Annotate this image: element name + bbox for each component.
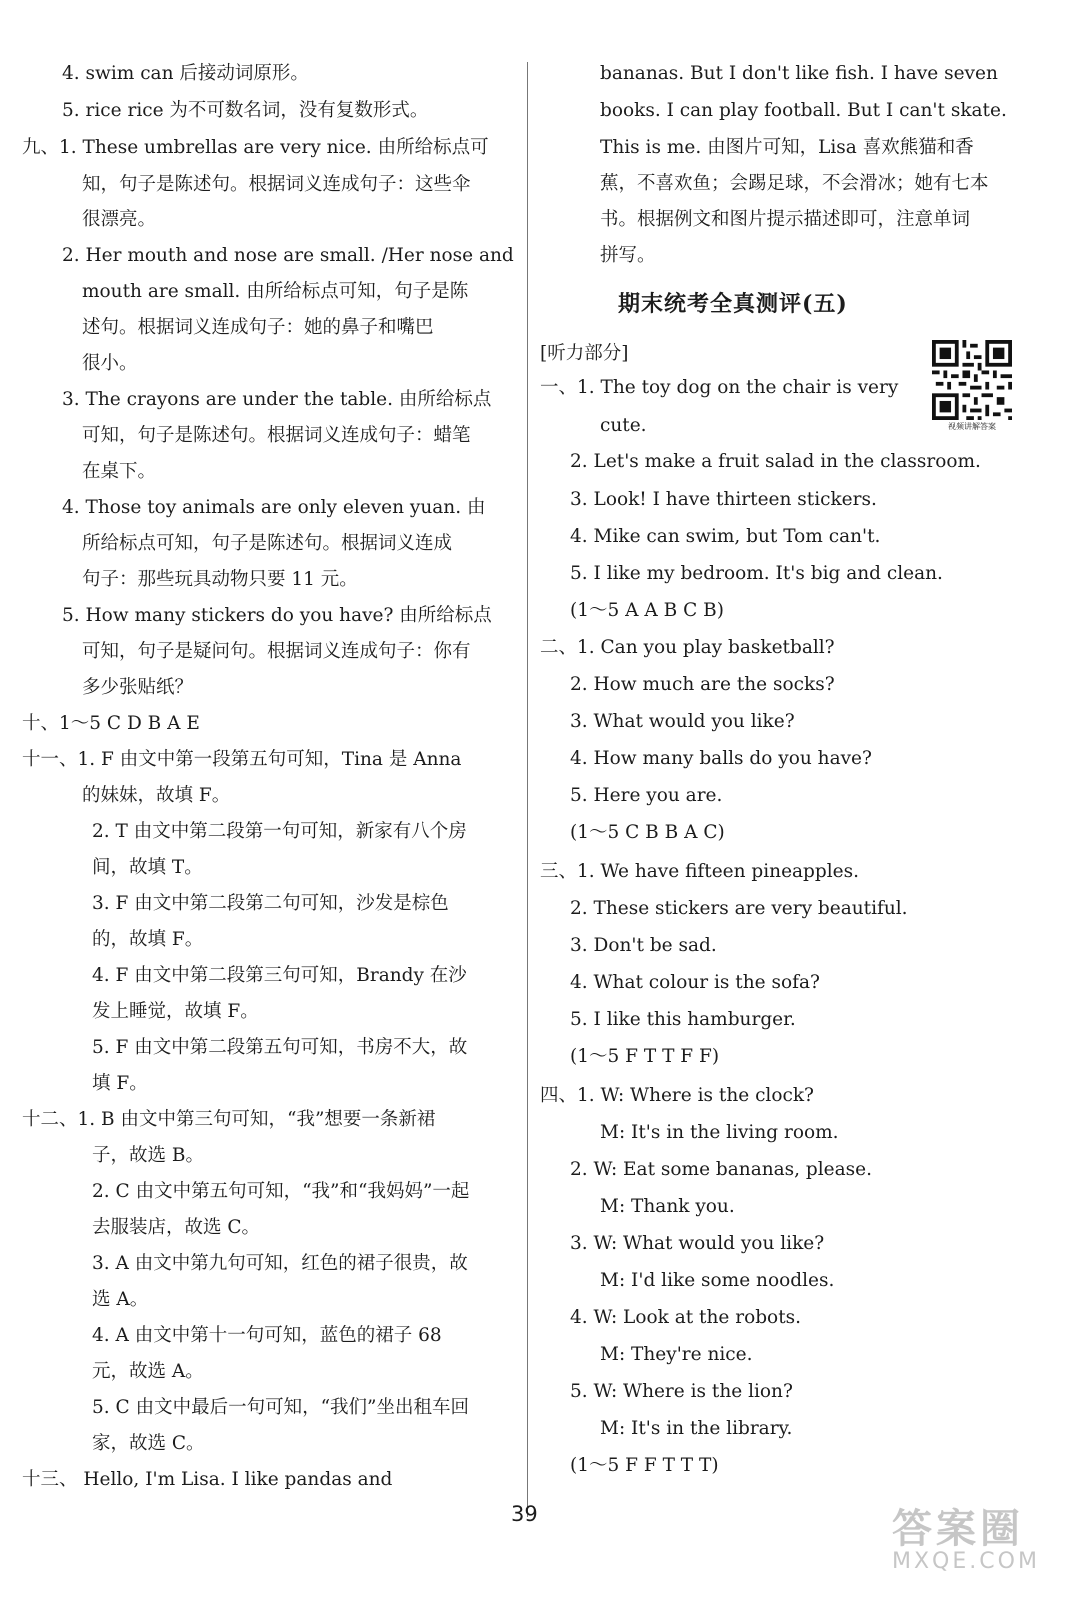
text-line: 所给标点可知，句子是陈述句。根据词义连成 — [82, 533, 453, 554]
text-line: M: I'd like some noodles. — [600, 1270, 835, 1291]
text-line: 拼写。 — [600, 245, 656, 266]
text-line: 4. Mike can swim, but Tom can't. — [570, 526, 881, 547]
text-line: 2. Let's make a fruit salad in the classroom. — [570, 451, 981, 472]
text-line: 3. Look! I have thirteen stickers. — [570, 489, 877, 510]
text-line: 多少张贴纸？ — [82, 677, 194, 698]
text-line: 发上睡觉，故填 F。 — [92, 1001, 259, 1022]
text-line: 书。根据例文和图片提示描述即可，注意单词 — [600, 209, 971, 230]
text-line: 3. A 由文中第九句可知，红色的裙子很贵，故 — [92, 1253, 468, 1274]
text-line: 4. A 由文中第十一句可知，蓝色的裙子 68 — [92, 1325, 442, 1346]
text-line: 家，故选 C。 — [92, 1433, 205, 1454]
text-line: 二、1. Can you play basketball? — [540, 637, 835, 658]
text-line: 5. Here you are. — [570, 785, 723, 806]
text-line: 元，故选 A。 — [92, 1361, 204, 1382]
text-line: 在桌下。 — [82, 461, 157, 482]
text-line: 2. How much are the socks? — [570, 674, 835, 695]
qr-caption: 视频讲解答案 — [948, 422, 996, 431]
text-line: 知，句子是陈述句。根据词义连成句子：这些伞 — [82, 174, 471, 195]
text-line: 一、1. The toy dog on the chair is very — [540, 377, 899, 398]
text-line: 选 A。 — [92, 1289, 149, 1310]
text-line: 5. W: Where is the lion? — [570, 1381, 793, 1402]
text-line: 2. T 由文中第二段第一句可知，新家有八个房 — [92, 821, 467, 842]
text-line: bananas. But I don't like fish. I have seven — [600, 63, 998, 84]
text-line: 3. The crayons are under the table. 由所给标点 — [62, 389, 492, 410]
text-line: [听力部分] — [540, 343, 629, 364]
text-line: 5. C 由文中最后一句可知，“我们”坐出租车回 — [92, 1397, 469, 1418]
text-line: 4. What colour is the sofa? — [570, 972, 820, 993]
text-line: 填 F。 — [92, 1073, 148, 1094]
text-line: 蕉，不喜欢鱼；会踢足球，不会滑冰；她有七本 — [600, 173, 989, 194]
text-line: 很小。 — [82, 353, 138, 374]
qr-code-icon — [932, 340, 1012, 420]
text-line: 子，故选 B。 — [92, 1145, 204, 1166]
watermark — [892, 1508, 1040, 1574]
text-line: M: It's in the living room. — [600, 1122, 839, 1143]
text-line: 九、1. These umbrellas are very nice. 由所给标点可 — [22, 137, 489, 158]
text-line: 3. F 由文中第二段第二句可知，沙发是棕色 — [92, 893, 449, 914]
text-line: 4. swim can 后接动词原形。 — [62, 63, 309, 84]
text-line: cute. — [600, 415, 647, 436]
text-line: 5. I like this hamburger. — [570, 1009, 796, 1030]
watermark-url: MXQE.COM — [892, 1549, 1040, 1574]
text-line: 去服装店，故选 C。 — [92, 1217, 261, 1238]
text-line: 的妹妹，故填 F。 — [82, 785, 231, 806]
text-line: 2. These stickers are very beautiful. — [570, 898, 908, 919]
text-line: 间，故填 T。 — [92, 857, 203, 878]
text-line: 三、1. We have fifteen pineapples. — [540, 861, 859, 882]
text-line: 3. Don't be sad. — [570, 935, 717, 956]
text-line: 的，故填 F。 — [92, 929, 204, 950]
text-line: M: It's in the library. — [600, 1418, 793, 1439]
text-line: 3. What would you like? — [570, 711, 795, 732]
text-line: 4. F 由文中第二段第三句可知，Brandy 在沙 — [92, 965, 467, 986]
text-line: 可知，句子是疑问句。根据词义连成句子：你有 — [82, 641, 471, 662]
text-line: 可知，句子是陈述句。根据词义连成句子：蜡笔 — [82, 425, 471, 446]
text-line: 5. How many stickers do you have? 由所给标点 — [62, 605, 492, 626]
text-line: 4. How many balls do you have? — [570, 748, 872, 769]
text-line: 述句。根据词义连成句子：她的鼻子和嘴巴 — [82, 317, 434, 338]
text-line: 四、1. W: Where is the clock? — [540, 1085, 814, 1106]
text-line: 句子：那些玩具动物只要 11 元。 — [82, 569, 358, 590]
text-line: 很漂亮。 — [82, 209, 157, 230]
page-number: 39 — [511, 1502, 538, 1526]
text-line: 2. W: Eat some bananas, please. — [570, 1159, 872, 1180]
text-line: 十一、1. F 由文中第一段第五句可知，Tina 是 Anna — [22, 749, 462, 770]
text-line: (1～5 F T T F F) — [570, 1046, 720, 1067]
text-line: mouth are small. 由所给标点可知，句子是陈 — [82, 281, 469, 302]
text-line: 3. W: What would you like? — [570, 1233, 825, 1254]
section-title: 期末统考全真测评(五) — [618, 291, 848, 317]
text-line: 2. Her mouth and nose are small. /Her nose and — [62, 245, 514, 266]
watermark-text: 答案圈 — [892, 1506, 1024, 1552]
text-line: (1～5 A A B C B) — [570, 600, 724, 621]
text-line: 5. rice rice 为不可数名词，没有复数形式。 — [62, 100, 429, 121]
text-line: 5. F 由文中第二段第五句可知，书房不大，故 — [92, 1037, 468, 1058]
text-line: books. I can play football. But I can't skate. — [600, 100, 1007, 121]
text-line: 4. W: Look at the robots. — [570, 1307, 801, 1328]
text-line: 十二、1. B 由文中第三句可知，“我”想要一条新裙 — [22, 1109, 436, 1130]
text-line: M: They're nice. — [600, 1344, 753, 1365]
text-line: 5. I like my bedroom. It's big and clean. — [570, 563, 943, 584]
text-line: (1～5 C B B A C) — [570, 822, 725, 843]
column-divider — [527, 62, 528, 1517]
text-line: This is me. 由图片可知，Lisa 喜欢熊猫和香 — [600, 137, 974, 158]
text-line: 2. C 由文中第五句可知，“我”和“我妈妈”一起 — [92, 1181, 470, 1202]
text-line: 十、1～5 C D B A E — [22, 713, 200, 734]
text-line: 4. Those toy animals are only eleven yuan. 由 — [62, 497, 486, 518]
text-line: M: Thank you. — [600, 1196, 735, 1217]
text-line: (1～5 F F T T T) — [570, 1455, 719, 1476]
text-line: 十三、 Hello, I'm Lisa. I like pandas and — [22, 1469, 393, 1490]
